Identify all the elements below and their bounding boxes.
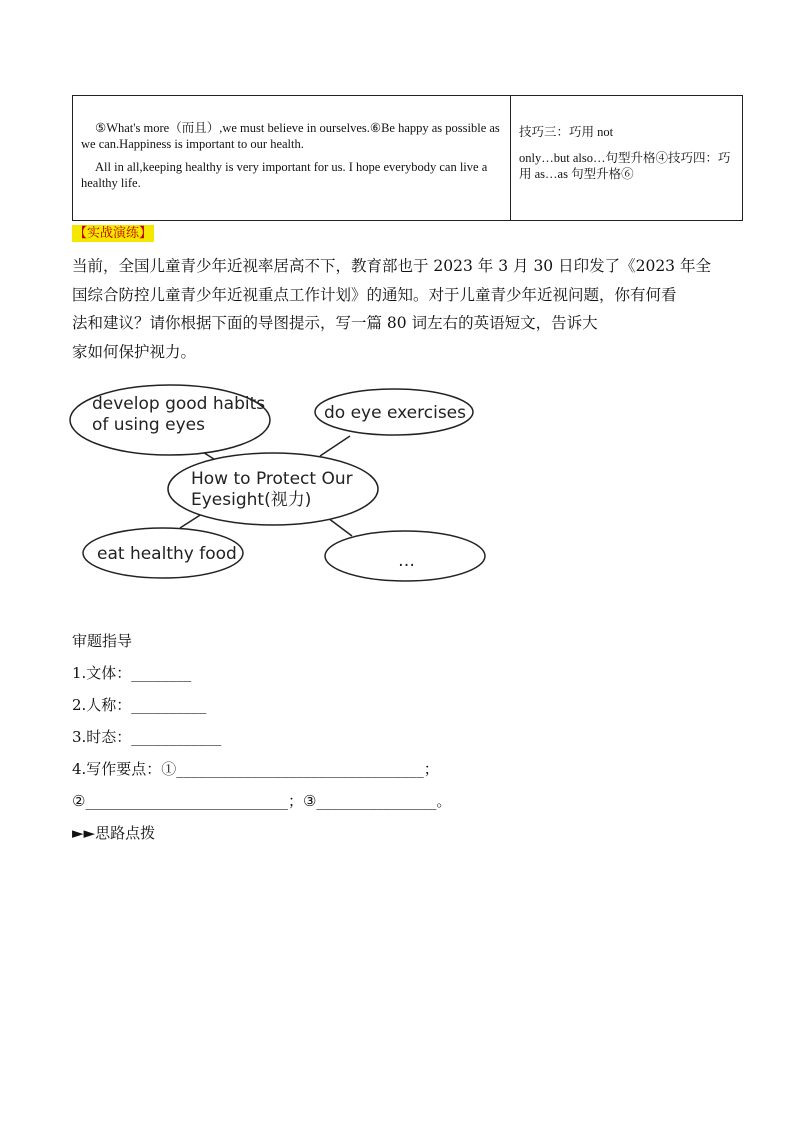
guide-item-genre: 1.文体：________ [72, 664, 192, 682]
node-bottom-left-label: eat healthy food [97, 544, 237, 564]
practice-intro [72, 252, 732, 366]
guide-title: 审题指导 [72, 632, 133, 650]
intro-line-4: 家如何保护视力。 [72, 342, 197, 361]
table-right-paragraph-2: only…but also…句型升格④技巧四：巧用 as…as 句型升格⑥ [519, 151, 731, 181]
node-center-line-2: Eyesight(视力) [191, 490, 312, 510]
node-center-line-1: How to Protect Our [191, 469, 353, 489]
table-divider [510, 96, 511, 220]
guide-item-points-continued: ②___________________________；③________________。 [72, 792, 452, 810]
guide-item-tips: ►►思路点拨 [72, 824, 156, 842]
intro-line-3: 法和建议？请你根据下面的导图提示，写一篇 80 词左右的英语短文，告诉大 [72, 314, 598, 332]
mind-map [60, 378, 500, 588]
intro-line-2: 国综合防控儿童青少年近视重点工作计划》的通知。对于儿童青少年近视问题，你有何看 [72, 285, 677, 304]
node-bottom-right-label: … [398, 551, 415, 571]
guide-item-person: 2.人称：__________ [72, 696, 207, 714]
intro-line-1: 当前，全国儿童青少年近视率居高不下，教育部也于 2023 年 3 月 30 日印发了《2023 年全 [72, 257, 711, 275]
node-top-right-label: do eye exercises [324, 403, 466, 423]
example-table [72, 95, 743, 221]
practice-heading: 【实战演练】 [74, 226, 153, 241]
node-center-shape [168, 453, 378, 525]
table-left-paragraph-2: All in all,keeping healthy is very important for us. I hope everybody can live a healthy life. [81, 160, 488, 190]
connector-bottom-right [328, 518, 352, 536]
table-right-paragraph-1: 技巧三：巧用 not [519, 125, 614, 139]
table-right-cell [519, 124, 734, 192]
node-top-left-line-2: of using eyes [92, 415, 205, 435]
table-left-cell [81, 120, 501, 198]
guide-item-tense: 3.时态：____________ [72, 728, 222, 746]
connector-top-right [320, 436, 350, 456]
table-left-paragraph-1: ⑤What's more（而且）,we must believe in ourselves.⑥Be happy as possible as we can.Happiness is important to our health. [81, 121, 500, 151]
node-top-left-line-1: develop good habits [92, 394, 266, 414]
guide-item-points: 4.写作要点：①_________________________________； [72, 760, 439, 778]
